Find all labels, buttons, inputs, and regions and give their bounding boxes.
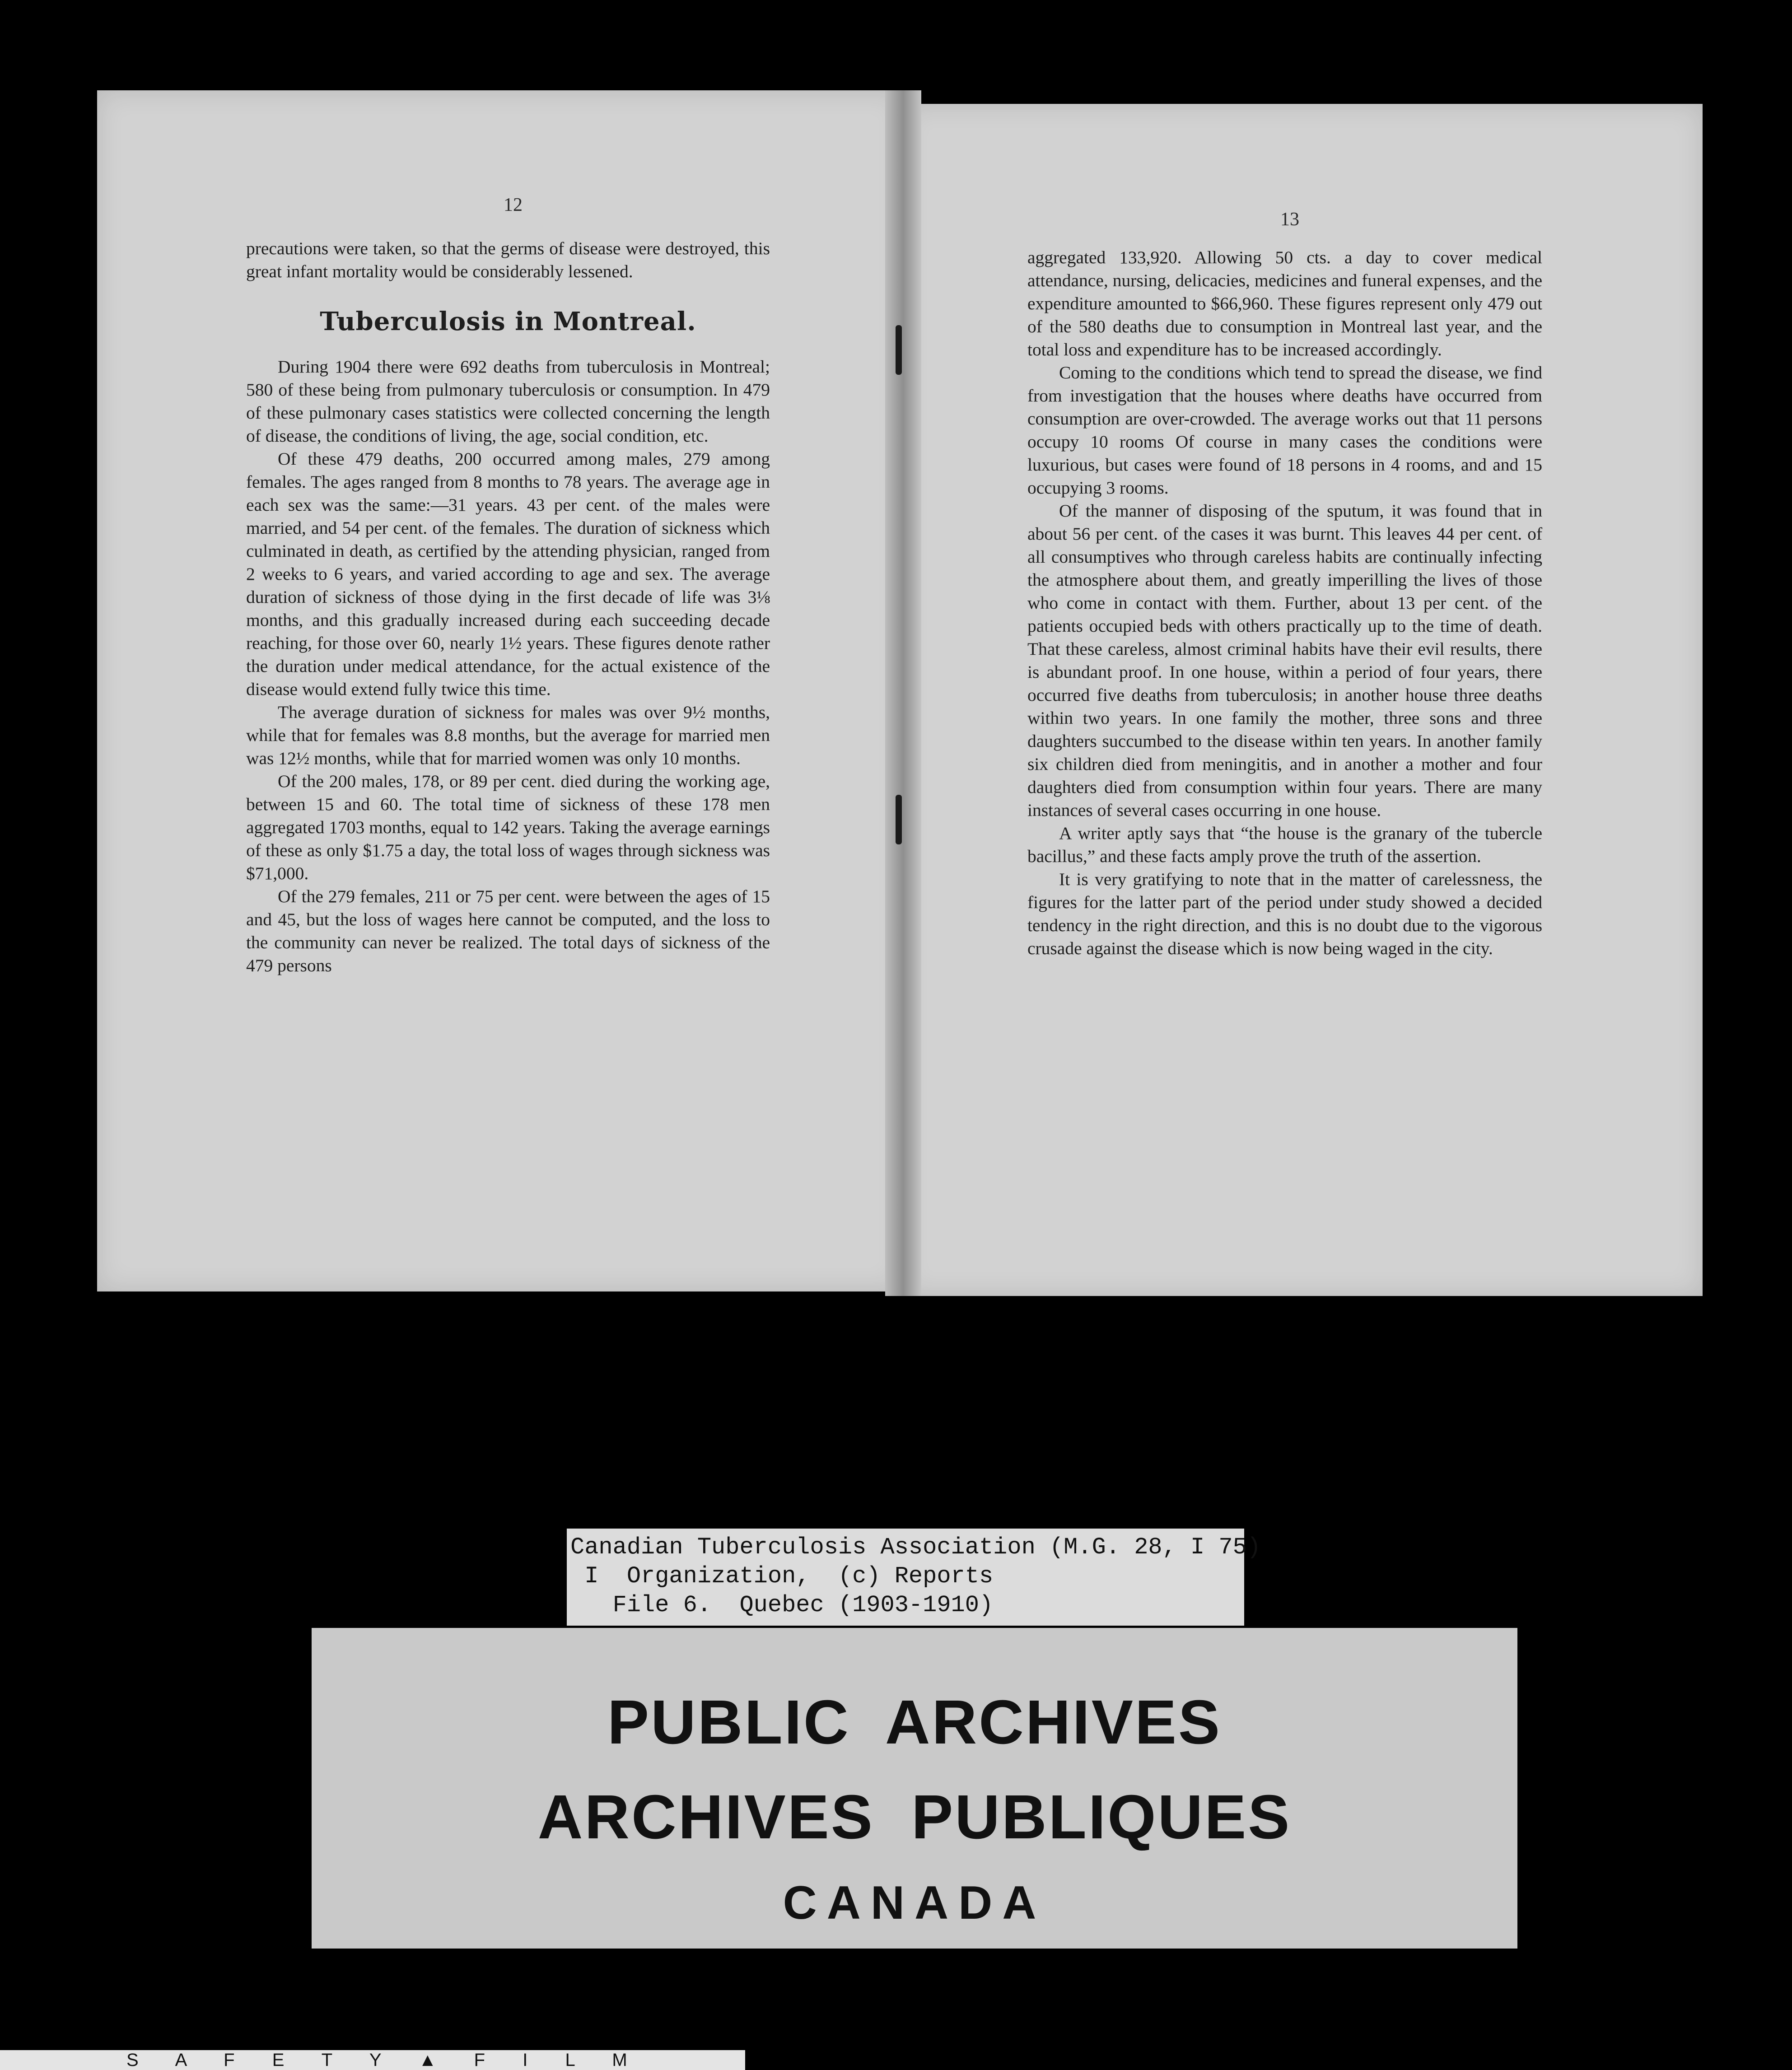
right-paragraph: Coming to the conditions which tend to spread the disease, we find from investigation that the houses where deaths have occurred from consumption are over-crowded. The average works out that 11 persons occupy 10 rooms Of course in many cases the conditions were luxurious, but cases were found of 18 persons in 4 rooms, and and 15 occupying 3 rooms. bbox=[1027, 363, 1542, 498]
public-archives-banner bbox=[312, 1628, 1517, 1949]
right-paragraph: A writer aptly says that “the house is the granary of the tubercle bacillus,” and these facts amply prove the truth of the assertion. bbox=[1027, 823, 1542, 866]
left-intro-paragraph: precautions were taken, so that the germs of disease were destroyed, this great infant mortality would be considerably lessened. bbox=[246, 238, 770, 281]
left-paragraph: Of the 279 females, 211 or 75 per cent. were between the ages of 15 and 45, but the loss of wages here cannot be computed, and the loss to the community can never be realized. The total days of sickness of the 479 persons bbox=[246, 886, 770, 975]
banner-title-french: ARCHIVES PUBLIQUES bbox=[537, 1782, 1292, 1852]
section-heading: Tuberculosis in Montreal. bbox=[320, 307, 696, 336]
staple-top bbox=[896, 325, 902, 375]
left-paragraph: During 1904 there were 692 deaths from tuberculosis in Montreal; 580 of these being from pulmonary tuberculosis or consumption. In 479 of these pulmonary cases statistics were collected concerning the length of disease, the conditions of living, the age, social condition, etc. bbox=[246, 357, 770, 446]
right-paragraph: Of the manner of disposing of the sputum, it was found that in about 56 per cent. of the cases it was burnt. This leaves 44 per cent. of all consumptives who through careless habits are continually infecting the atmosphere about them, and greatly imperilling the lives of those who come in contact with them. Further, about 13 per cent. of the patients occupied beds with others practically up to the time of death. That these careless, almost criminal habits have their evil results, there is abundant proof. In one house, within a period of four years, there occurred five deaths from tuberculosis; in another house three deaths within two years. In one family the mother, three sons and three daughters succumbed to the disease within ten years. In another family six children died from meningitis, and in another a mother and four daughters died from consumption within four years. There are many instances of several cases occurring in one house. bbox=[1027, 501, 1542, 820]
archive-label-line: File 6. Quebec (1903-1910) bbox=[570, 1592, 994, 1618]
banner-country: CANADA bbox=[783, 1877, 1046, 1929]
staple-bottom bbox=[896, 795, 902, 844]
left-page-number: 12 bbox=[504, 195, 523, 215]
left-paragraph: The average duration of sickness for males was over 9½ months, while that for females was 8.8 months, but the average for married men was 12½ months, while that for married women was only 10 months. bbox=[246, 702, 770, 768]
right-intro-paragraph: aggregated 133,920. Allowing 50 cts. a day to cover medical attendance, nursing, delicacies, medicines and funeral expenses, and the expenditure amounted to $66,960. These figures represent only 479 out of the 580 deaths due to consumption in Montreal last year, and the total loss and expenditure has to be increased accordingly. bbox=[1027, 247, 1542, 359]
archive-label-line: Canadian Tuberculosis Association (M.G. 28, I 75) bbox=[570, 1534, 1261, 1561]
right-paragraph: It is very gratifying to note that in the matter of carelessness, the figures for the latter part of the period under study showed a decided tendency in the right direction, and this is no doubt due to the vigorous crusade against the disease which is now being waged in the city. bbox=[1027, 869, 1542, 958]
book-gutter bbox=[885, 90, 921, 1296]
left-page-text bbox=[246, 237, 770, 977]
archive-file-label bbox=[567, 1529, 1261, 1626]
banner-title-english: PUBLIC ARCHIVES bbox=[607, 1688, 1222, 1757]
left-paragraph: Of these 479 deaths, 200 occurred among males, 279 among females. The ages ranged from 8 months to 78 years. The average age in each sex was the same:—31 years. 43 per cent. of the males were married, and 54 per cent. of the females. The duration of sickness which culminated in death, as certified by the attending physician, ranged from 2 weeks to 6 years, and varied according to age and sex. The average duration of sickness of those dying in the first decade of life was 3⅛ months, and this gradually increased during each succeeding decade reaching, for those over 60, nearly 1½ years. These figures denote rather the duration under medical attendance, for the actual existence of the disease would extend fully twice this time. bbox=[246, 449, 770, 699]
left-paragraph: Of the 200 males, 178, or 89 per cent. died during the working age, between 15 and 60. The total time of sickness of these 178 men aggregated 1703 months, equal to 142 years. Taking the average earnings of these as only $1.75 a day, the total loss of wages through sickness was $71,000. bbox=[246, 771, 770, 883]
right-page-text bbox=[1027, 246, 1542, 960]
safety-film-strip: S A F E T Y ▲ F I L M bbox=[0, 2050, 745, 2070]
right-page-number: 13 bbox=[1280, 209, 1299, 230]
archive-label-line: I Organization, (c) Reports bbox=[570, 1563, 994, 1590]
